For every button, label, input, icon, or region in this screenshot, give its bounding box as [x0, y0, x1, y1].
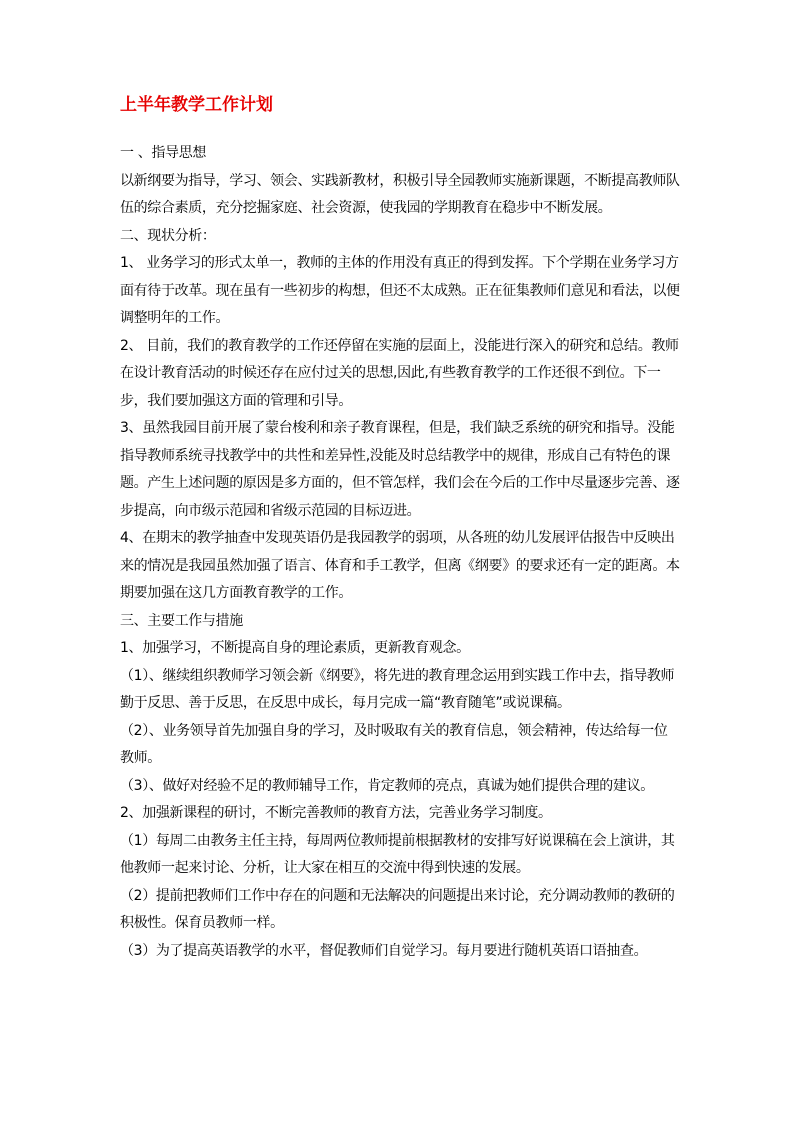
paragraph: （2）提前把教师们工作中存在的问题和无法解决的问题提出来讨论，充分调动教师的教研的积极性。保育员教师一样。 — [120, 887, 675, 931]
paragraph: 三、主要工作与措施 — [120, 612, 243, 629]
paragraph: 3、虽然我园目前开展了蒙台梭利和亲子教育课程，但是，我们缺乏系统的研究和指导。没能指导教师系统寻找教学中的共性和差异性,没能及时总结教学中的规律，形成自己有特色的课题。产生上述问题的原因是多方面的，但不管怎样，我们会在今后的工作中尽量逐步完善、逐步提高，向市级示范园和省级示范园的目标迈进。 — [120, 420, 680, 519]
paragraph: （1）每周二由教务主任主持，每周两位教师提前根据教材的安排写好说课稿在会上演讲，其他教师一起来讨论、分析，让大家在相互的交流中得到快速的发展。 — [120, 832, 675, 876]
paragraph: 2、 目前，我们的教育教学的工作还停留在实施的层面上，没能进行深入的研究和总结。教师在设计教育活动的时候还存在应付过关的思想,因此,有些教育教学的工作还很不到位。下一步，我们要加强这方面的管理和引导。 — [120, 337, 679, 409]
paragraph: 1、 业务学习的形式太单一，教师的主体的作用没有真正的得到发挥。下个学期在业务学习方面有待于改革。现在虽有一些初步的构想，但还不太成熟。正在征集教师们意见和看法，以便调整明年的工作。 — [120, 255, 680, 326]
paragraph: （1）、继续组织教师学习领会新《纲要》，将先进的教育理念运用到实践工作中去，指导教师勤于反思、善于反思，在反思中成长，每月完成一篇“教育随笔”或说课稿。 — [120, 667, 675, 711]
document-page — [120, 92, 680, 965]
document-body — [120, 140, 680, 965]
paragraph: 一 、指导思想 — [120, 145, 206, 161]
paragraph: 以新纲要为指导，学习、领会、实践新教材，积极引导全园教师实施新课题，不断提高教师队伍的综合素质，充分挖掘家庭、社会资源，使我园的学期教育在稳步中不断发展。 — [120, 172, 680, 216]
paragraph: （3）、做好对经验不足的教师辅导工作，肯定教师的亮点，真诚为她们提供合理的建议。 — [120, 777, 654, 794]
paragraph: 1、加强学习，不断提高自身的理论素质，更新教育观念。 — [120, 640, 470, 656]
paragraph: 二、现状分析： — [120, 227, 216, 244]
paragraph: （2）、业务领导首先加强自身的学习，及时吸取有关的教育信息，领会精神，传达给每一位教师。 — [120, 722, 668, 766]
paragraph: （3）为了提高英语教学的水平，督促教师们自觉学习。每月要进行随机英语口语抽查。 — [120, 942, 648, 959]
document-title: 上半年教学工作计划 — [120, 95, 273, 115]
paragraph: 4、在期末的教学抽查中发现英语仍是我园教学的弱项，从各班的幼儿发展评估报告中反映出来的情况是我园虽然加强了语言、体育和手工教学，但离《纲要》的要求还有一定的距离。本期要加强在这几方面教育教学的工作。 — [120, 530, 680, 601]
paragraph: 2、加强新课程的研讨，不断完善教师的教育方法，完善业务学习制度。 — [120, 805, 552, 821]
